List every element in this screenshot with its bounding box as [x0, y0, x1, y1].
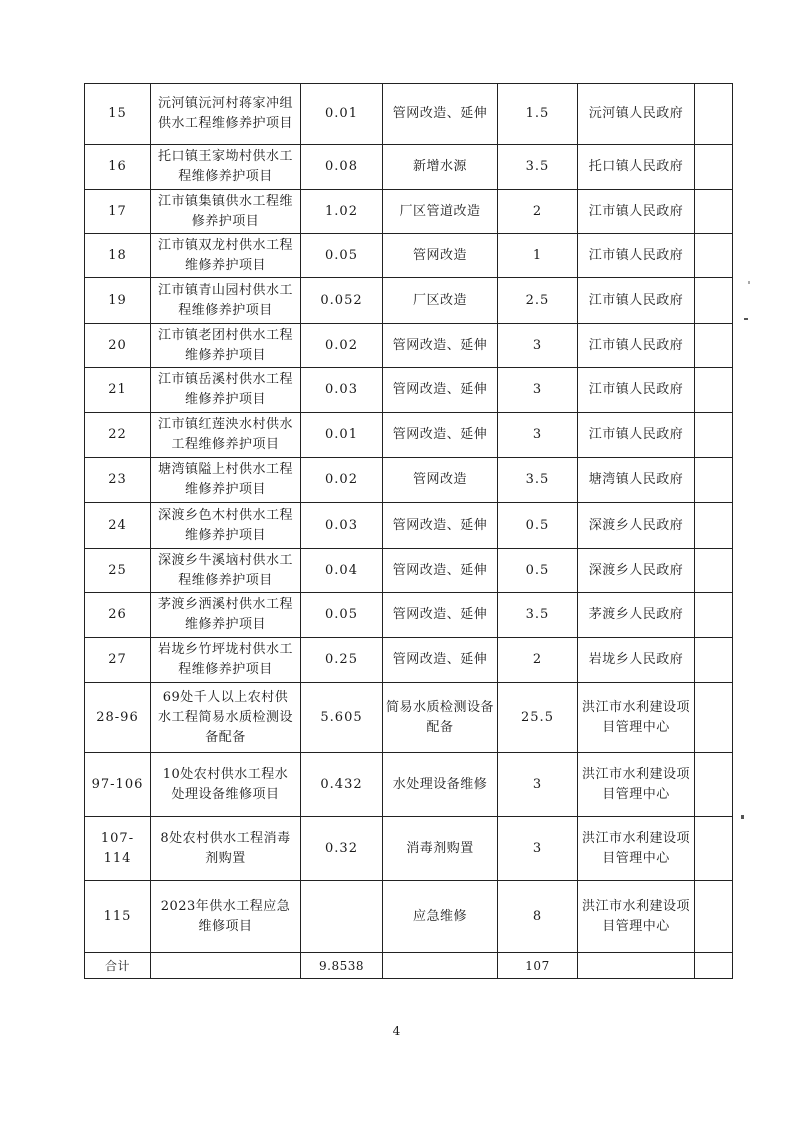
table-row [85, 84, 733, 145]
responsible-unit-cell [578, 145, 695, 190]
table-row [85, 190, 733, 234]
total-name-cell [151, 953, 301, 979]
project-name-cell [151, 817, 301, 881]
investment-cell [498, 549, 578, 593]
quantity-cell [301, 413, 383, 458]
row-number-cell [85, 145, 151, 190]
quantity: 1.02 [325, 203, 358, 219]
quantity: 0.08 [325, 159, 358, 174]
investment-cell [498, 753, 578, 817]
quantity-cell [301, 145, 383, 190]
row-number-cell [85, 234, 151, 278]
remark-cell [695, 549, 733, 593]
investment-cell [498, 817, 578, 881]
total-unit-cell [578, 953, 695, 979]
row-number: 26 [108, 607, 127, 622]
row-number: 18 [108, 247, 127, 263]
construction-content-cell [383, 753, 498, 817]
responsible-unit: 江市镇人民政府 [588, 337, 684, 353]
project-name: 岩垅乡竹坪垅村供水工程维修养护项目 [157, 642, 293, 677]
responsible-unit-cell [578, 753, 695, 817]
responsible-unit: 江市镇人民政府 [588, 382, 684, 397]
quantity-cell [301, 503, 383, 549]
investment-cell [498, 278, 578, 324]
quantity-cell [301, 84, 383, 145]
table-row [85, 817, 733, 881]
construction-content-cell [383, 881, 498, 953]
investment: 2 [532, 652, 543, 667]
project-name: 江市镇青山园村供水工程维修养护项目 [157, 282, 293, 318]
quantity-cell [301, 817, 383, 881]
investment: 0.5 [525, 517, 550, 533]
quantity-cell [301, 881, 383, 953]
quantity: 0.05 [325, 247, 358, 263]
project-name: 塘湾镇隘上村供水工程维修养护项目 [157, 462, 293, 497]
responsible-unit: 塘湾镇人民政府 [588, 472, 684, 487]
construction-content: 管网改造、延伸 [392, 106, 488, 121]
table-row [85, 638, 733, 683]
responsible-unit-cell [578, 413, 695, 458]
investment: 3.5 [525, 472, 550, 487]
responsible-unit-cell [578, 817, 695, 881]
table-row [85, 234, 733, 278]
investment-cell [498, 881, 578, 953]
remark-cell [695, 368, 733, 413]
responsible-unit: 江市镇人民政府 [588, 247, 684, 263]
scan-speck [748, 281, 750, 284]
construction-content: 厂区改造 [412, 292, 467, 308]
quantity-cell [301, 458, 383, 503]
investment-cell [498, 84, 578, 145]
construction-content: 管网改造、延伸 [392, 562, 488, 578]
construction-content: 管网改造、延伸 [392, 382, 488, 397]
table-row [85, 549, 733, 593]
table-row [85, 458, 733, 503]
responsible-unit: 沅河镇人民政府 [588, 106, 684, 121]
investment: 3 [532, 427, 543, 442]
row-number: 28-96 [96, 709, 139, 725]
responsible-unit: 托口镇人民政府 [588, 159, 684, 174]
responsible-unit: 江市镇人民政府 [588, 427, 684, 442]
investment-cell [498, 234, 578, 278]
construction-content-cell [383, 817, 498, 881]
quantity: 5.605 [320, 709, 363, 725]
construction-content-cell [383, 503, 498, 549]
investment: 8 [532, 908, 543, 924]
project-name: 沅河镇沅河村蒋家冲组供水工程维修养护项目 [157, 96, 293, 131]
table-row [85, 278, 733, 324]
row-number: 107-114 [100, 830, 135, 866]
responsible-unit: 洪江市水利建设项目管理中心 [581, 830, 690, 866]
project-name-cell [151, 683, 301, 753]
responsible-unit-cell [578, 458, 695, 503]
investment: 3 [532, 840, 543, 856]
project-name: 茅渡乡洒溪村供水工程维修养护项目 [157, 597, 293, 632]
row-number: 22 [108, 427, 127, 442]
construction-content: 水处理设备维修 [392, 776, 488, 792]
construction-content: 管网改造 [412, 472, 467, 487]
responsible-unit: 深渡乡人民政府 [588, 562, 684, 578]
quantity-cell [301, 278, 383, 324]
remark-cell [695, 278, 733, 324]
total-investment: 107 [525, 958, 550, 973]
construction-content: 管网改造、延伸 [392, 517, 488, 533]
remark-cell [695, 817, 733, 881]
responsible-unit-cell [578, 278, 695, 324]
investment: 2.5 [525, 292, 550, 308]
table-row [85, 753, 733, 817]
project-name-cell [151, 458, 301, 503]
construction-content: 管网改造 [412, 247, 467, 263]
investment: 3.5 [525, 159, 550, 174]
construction-content: 简易水质检测设备配备 [386, 699, 495, 735]
investment-cell [498, 413, 578, 458]
total-quantity: 9.8538 [319, 958, 364, 973]
project-name-cell [151, 190, 301, 234]
construction-content: 管网改造、延伸 [392, 427, 488, 442]
remark-cell [695, 324, 733, 368]
responsible-unit-cell [578, 593, 695, 638]
project-name-cell [151, 753, 301, 817]
responsible-unit: 江市镇人民政府 [588, 292, 684, 308]
project-table [84, 83, 733, 979]
investment: 3.5 [525, 607, 550, 622]
remark-cell [695, 413, 733, 458]
investment-cell [498, 145, 578, 190]
total-quantity-cell [301, 953, 383, 979]
remark-cell [695, 458, 733, 503]
quantity-cell [301, 368, 383, 413]
investment: 2 [532, 203, 543, 219]
investment: 0.5 [525, 562, 550, 578]
construction-content: 管网改造、延伸 [392, 652, 488, 667]
remark-cell [695, 190, 733, 234]
responsible-unit-cell [578, 549, 695, 593]
responsible-unit-cell [578, 881, 695, 953]
table-row [85, 503, 733, 549]
investment-cell [498, 593, 578, 638]
quantity: 0.432 [320, 776, 363, 792]
quantity: 0.32 [325, 840, 358, 856]
row-number: 16 [108, 159, 127, 174]
construction-content-cell [383, 278, 498, 324]
project-name: 2023年供水工程应急维修项目 [160, 898, 291, 934]
row-number-cell [85, 881, 151, 953]
total-row [85, 953, 733, 979]
row-number: 97-106 [91, 776, 144, 792]
quantity-cell [301, 549, 383, 593]
quantity-cell [301, 324, 383, 368]
responsible-unit: 洪江市水利建设项目管理中心 [581, 766, 690, 802]
table-row [85, 683, 733, 753]
row-number-cell [85, 84, 151, 145]
quantity-cell [301, 753, 383, 817]
row-number: 25 [108, 562, 127, 578]
row-number-cell [85, 593, 151, 638]
construction-content: 管网改造、延伸 [392, 607, 488, 622]
responsible-unit-cell [578, 638, 695, 683]
row-number: 17 [108, 203, 127, 219]
responsible-unit-cell [578, 84, 695, 145]
project-name-cell [151, 638, 301, 683]
responsible-unit-cell [578, 324, 695, 368]
project-name-cell [151, 368, 301, 413]
quantity: 0.052 [320, 292, 363, 308]
remark-cell [695, 593, 733, 638]
row-number: 21 [108, 382, 127, 397]
remark-cell [695, 683, 733, 753]
quantity: 0.03 [325, 382, 358, 397]
quantity: 0.04 [325, 562, 358, 578]
project-name: 江市镇岳溪村供水工程维修养护项目 [157, 372, 293, 407]
total-label-cell [85, 953, 151, 979]
remark-cell [695, 84, 733, 145]
quantity: 0.03 [325, 517, 358, 533]
project-name-cell [151, 549, 301, 593]
responsible-unit: 洪江市水利建设项目管理中心 [581, 699, 690, 735]
investment-cell [498, 458, 578, 503]
quantity: 0.01 [325, 106, 358, 121]
construction-content-cell [383, 458, 498, 503]
investment-cell [498, 503, 578, 549]
row-number-cell [85, 413, 151, 458]
responsible-unit-cell [578, 190, 695, 234]
table-row [85, 881, 733, 953]
total-remark-cell [695, 953, 733, 979]
project-name: 江市镇集镇供水工程维修养护项目 [157, 193, 293, 229]
row-number-cell [85, 368, 151, 413]
quantity: 0.05 [325, 607, 358, 622]
investment-cell [498, 324, 578, 368]
row-number-cell [85, 638, 151, 683]
total-label: 合计 [104, 958, 130, 973]
row-number-cell [85, 683, 151, 753]
project-name-cell [151, 881, 301, 953]
project-name-cell [151, 503, 301, 549]
table-body [85, 84, 733, 979]
construction-content-cell [383, 549, 498, 593]
scan-speck [744, 318, 748, 320]
project-name-cell [151, 413, 301, 458]
construction-content-cell [383, 190, 498, 234]
quantity: 0.25 [325, 652, 358, 667]
construction-content-cell [383, 638, 498, 683]
remark-cell [695, 638, 733, 683]
responsible-unit: 茅渡乡人民政府 [588, 607, 684, 622]
investment: 1.5 [525, 106, 550, 121]
row-number-cell [85, 458, 151, 503]
investment-cell [498, 683, 578, 753]
investment: 3 [532, 776, 543, 792]
project-name: 深渡乡牛溪垴村供水工程维修养护项目 [157, 552, 293, 588]
project-name-cell [151, 84, 301, 145]
table-row [85, 593, 733, 638]
construction-content: 厂区管道改造 [399, 203, 481, 219]
row-number: 23 [108, 472, 127, 487]
row-number: 20 [108, 337, 127, 353]
row-number-cell [85, 503, 151, 549]
project-name-cell [151, 278, 301, 324]
table-row [85, 368, 733, 413]
construction-content: 管网改造、延伸 [392, 337, 488, 353]
construction-content: 消毒剂购置 [406, 840, 474, 856]
quantity-cell [301, 190, 383, 234]
table-row [85, 413, 733, 458]
construction-content: 应急维修 [412, 908, 467, 924]
quantity-cell [301, 234, 383, 278]
investment: 25.5 [521, 709, 554, 725]
construction-content-cell [383, 145, 498, 190]
construction-content-cell [383, 683, 498, 753]
quantity: 0.02 [325, 472, 358, 487]
project-name: 江市镇红莲泱水村供水工程维修养护项目 [157, 417, 293, 452]
construction-content-cell [383, 368, 498, 413]
row-number: 27 [108, 652, 127, 667]
responsible-unit-cell [578, 683, 695, 753]
investment-cell [498, 638, 578, 683]
project-name-cell [151, 593, 301, 638]
remark-cell [695, 234, 733, 278]
construction-content-cell [383, 324, 498, 368]
construction-content-cell [383, 234, 498, 278]
investment: 1 [532, 247, 543, 263]
project-name: 江市镇老团村供水工程维修养护项目 [157, 327, 293, 363]
responsible-unit-cell [578, 503, 695, 549]
project-name: 江市镇双龙村供水工程维修养护项目 [157, 237, 293, 273]
remark-cell [695, 145, 733, 190]
quantity-cell [301, 593, 383, 638]
table-row [85, 324, 733, 368]
quantity: 0.01 [325, 427, 358, 442]
project-name: 深渡乡色木村供水工程维修养护项目 [157, 507, 293, 543]
construction-content: 新增水源 [412, 159, 467, 174]
total-investment-cell [498, 953, 578, 979]
project-name: 托口镇王家坳村供水工程维修养护项目 [157, 149, 293, 184]
responsible-unit-cell [578, 234, 695, 278]
row-number: 15 [108, 106, 127, 121]
responsible-unit: 洪江市水利建设项目管理中心 [581, 898, 690, 934]
row-number-cell [85, 324, 151, 368]
project-name: 69处千人以上农村供水工程简易水质检测设备配备 [157, 689, 293, 745]
project-name: 10处农村供水工程水处理设备维修项目 [162, 766, 289, 802]
project-name-cell [151, 234, 301, 278]
remark-cell [695, 753, 733, 817]
responsible-unit: 江市镇人民政府 [588, 203, 684, 219]
row-number-cell [85, 549, 151, 593]
project-name-cell [151, 145, 301, 190]
total-content-cell [383, 953, 498, 979]
row-number: 24 [108, 517, 127, 533]
remark-cell [695, 881, 733, 953]
investment-cell [498, 368, 578, 413]
scan-speck [741, 815, 744, 819]
responsible-unit: 岩垅乡人民政府 [588, 652, 684, 667]
construction-content-cell [383, 84, 498, 145]
investment: 3 [532, 337, 543, 353]
row-number-cell [85, 278, 151, 324]
remark-cell [695, 503, 733, 549]
project-name-cell [151, 324, 301, 368]
table-row [85, 145, 733, 190]
quantity: 0.02 [325, 337, 358, 353]
project-name: 8处农村供水工程消毒剂购置 [160, 830, 291, 866]
quantity-cell [301, 638, 383, 683]
row-number-cell [85, 190, 151, 234]
investment-cell [498, 190, 578, 234]
construction-content-cell [383, 593, 498, 638]
row-number: 19 [108, 292, 127, 308]
quantity-cell [301, 683, 383, 753]
responsible-unit: 深渡乡人民政府 [588, 517, 684, 533]
row-number-cell [85, 817, 151, 881]
investment: 3 [532, 382, 543, 397]
row-number-cell [85, 753, 151, 817]
row-number: 115 [103, 908, 132, 924]
construction-content-cell [383, 413, 498, 458]
responsible-unit-cell [578, 368, 695, 413]
page-number: 4 [392, 1024, 401, 1038]
